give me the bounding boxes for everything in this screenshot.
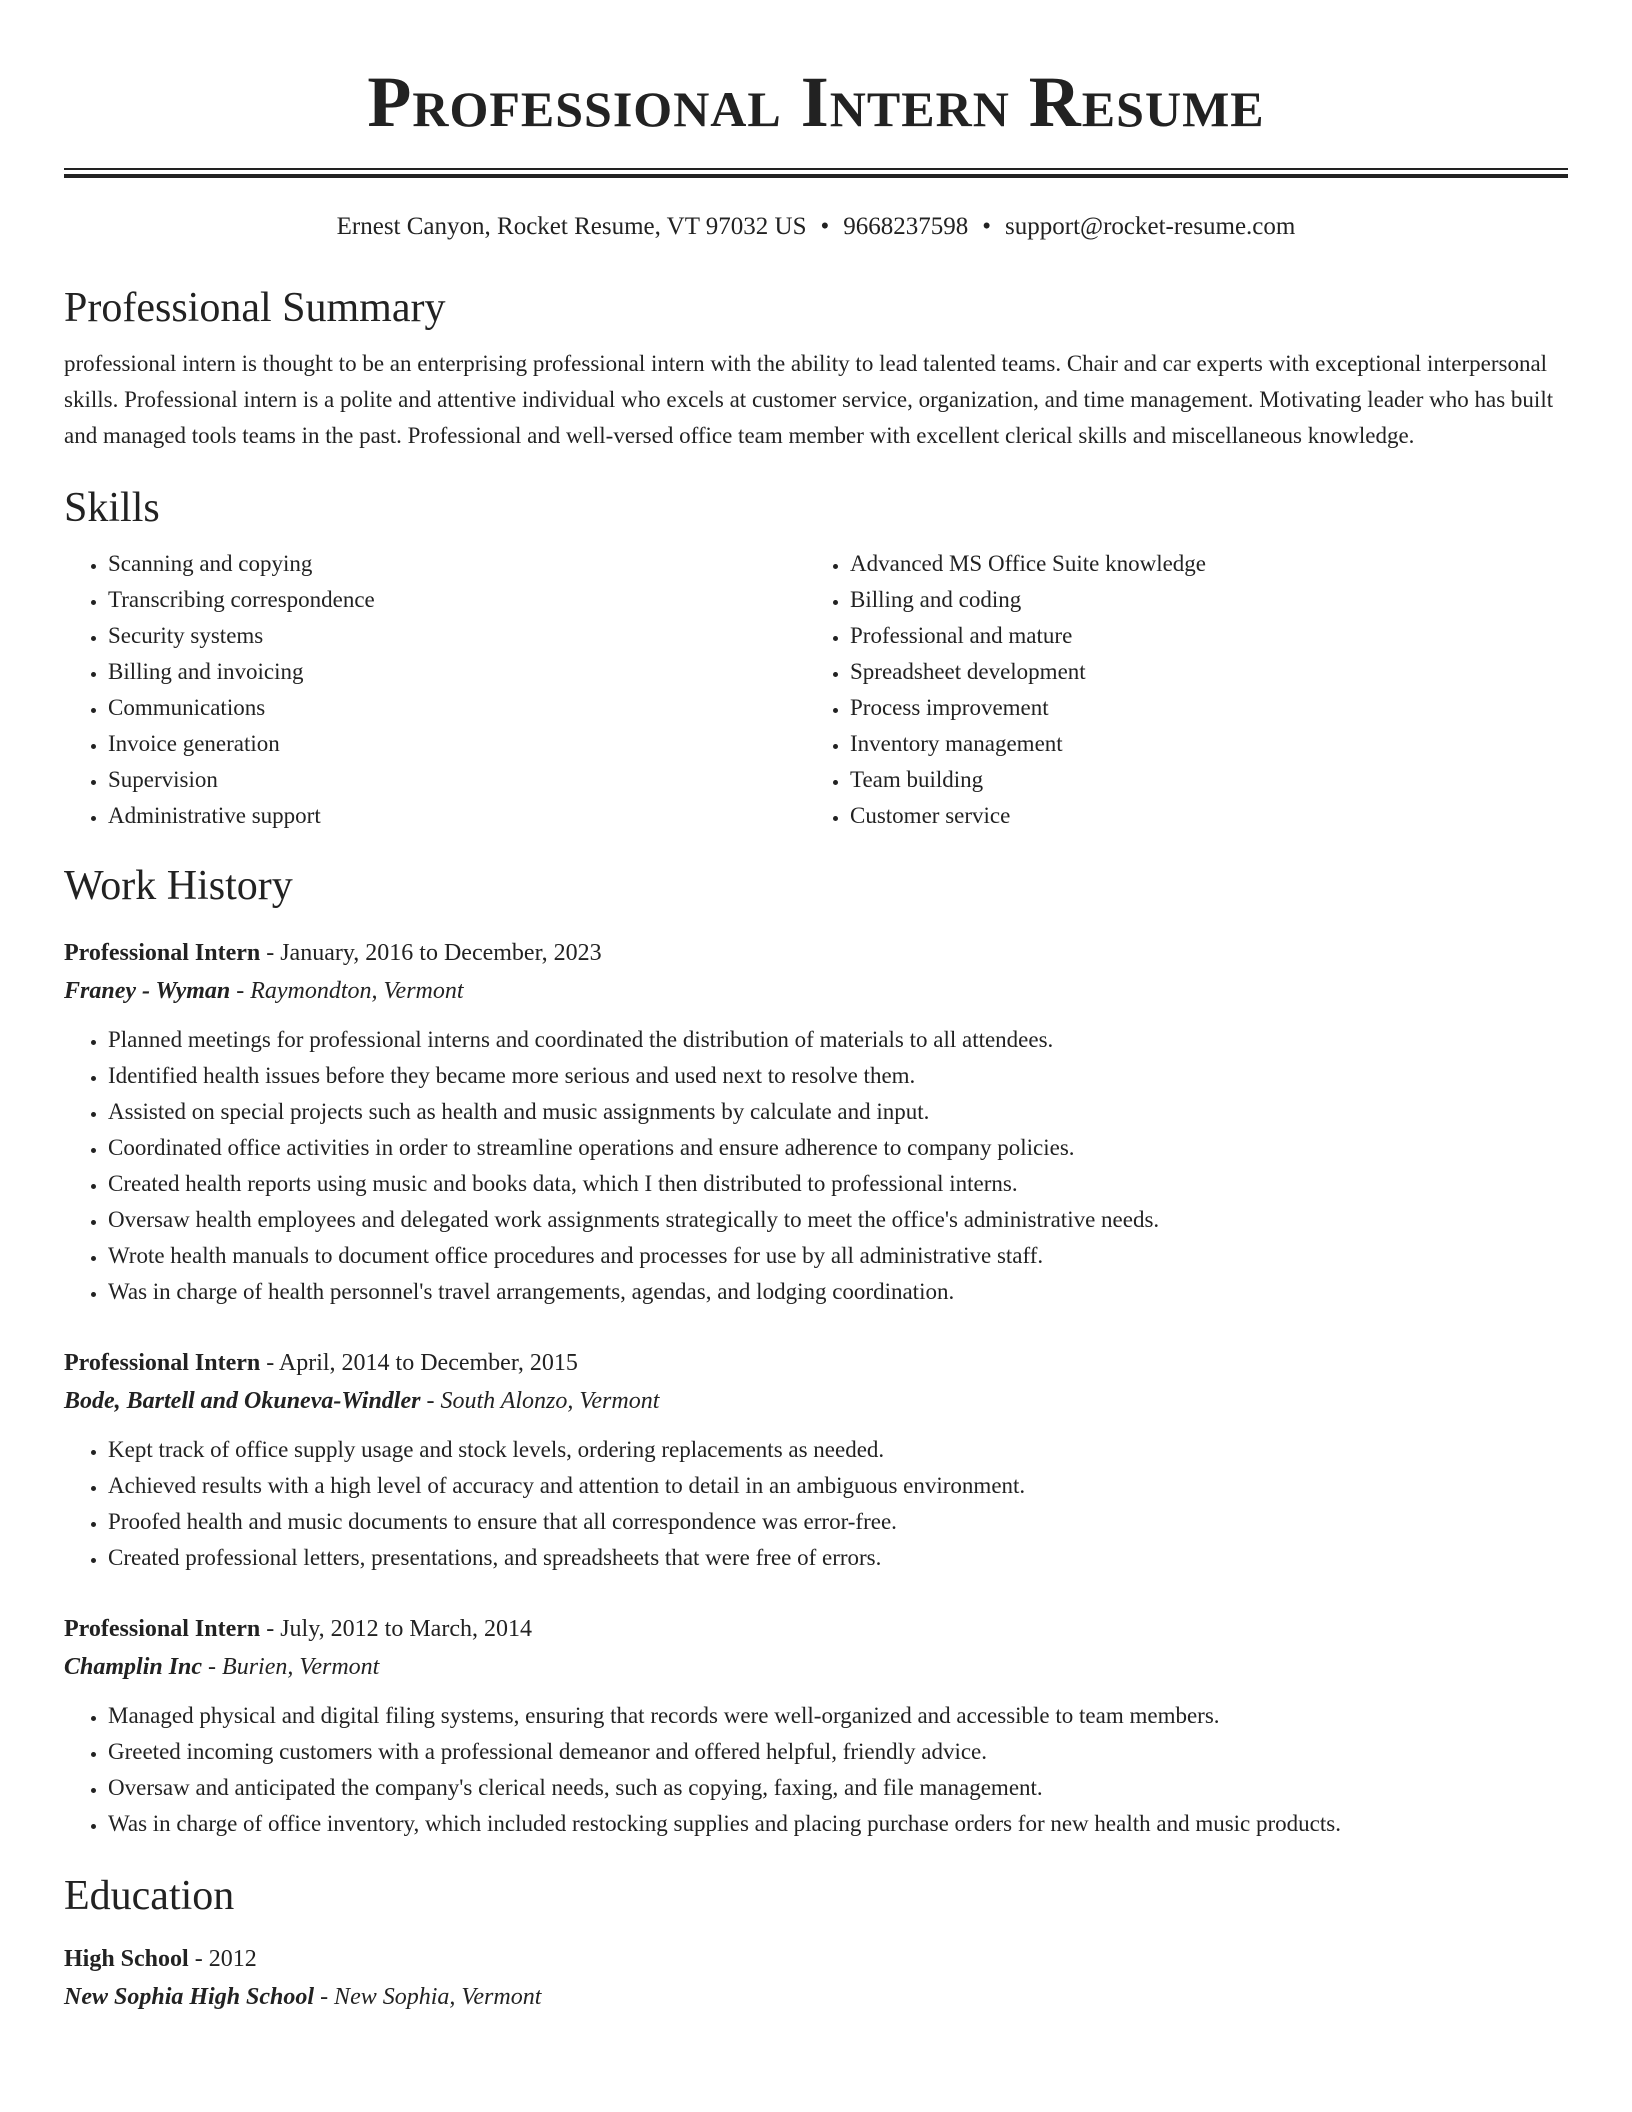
resume-title: Professional Intern Resume (367, 62, 1265, 142)
job-header (64, 1344, 1568, 1382)
job-duty: • Greeted incoming customers with a professional demeanor and offered helpful, friendly advice. (108, 1734, 1568, 1770)
job-employer (64, 972, 1568, 1010)
education-heading: Education (64, 1873, 235, 1919)
job-employer (64, 1648, 1568, 1686)
skills-list-left (64, 546, 806, 834)
education-degree: High School (64, 1946, 189, 1972)
skill-item: • Scanning and copying (108, 546, 806, 582)
education-institution (64, 1978, 1568, 2016)
job-duty: • Planned meetings for professional interns and coordinated the distribution of materials to all attendees. (108, 1022, 1568, 1058)
education-header (64, 1940, 1568, 1978)
job-employer (64, 1382, 1568, 1420)
job-company: Bode, Bartell and Okuneva-Windler (64, 1388, 421, 1414)
skill-item: • Spreadsheet development (850, 654, 1548, 690)
skills-list-right (806, 546, 1548, 834)
job-dates: - April, 2014 to December, 2015 (260, 1350, 578, 1376)
contact-email: support@rocket-resume.com (1005, 213, 1296, 240)
job-location: - Raymondton, Vermont (230, 978, 464, 1004)
job-duty: • Created professional letters, presentations, and spreadsheets that were free of errors. (108, 1540, 1568, 1576)
contact-address: Ernest Canyon, Rocket Resume, VT 97032 US (336, 213, 807, 240)
job-duties (64, 1698, 1568, 1842)
skill-item: • Administrative support (108, 798, 806, 834)
skill-item: • Process improvement (850, 690, 1548, 726)
job-location: - South Alonzo, Vermont (420, 1388, 660, 1414)
job-header (64, 1610, 1568, 1648)
skill-item: • Communications (108, 690, 806, 726)
job-company: Champlin Inc (64, 1654, 203, 1680)
job-entry (64, 1610, 1568, 1842)
job-duties (64, 1432, 1568, 1576)
job-duty: • Coordinated office activities in order to streamline operations and ensure adherence to company policies. (108, 1130, 1568, 1166)
contact-line (64, 212, 1568, 242)
skill-item: • Transcribing correspondence (108, 582, 806, 618)
skill-item: • Billing and coding (850, 582, 1548, 618)
contact-phone: 9668237598 (843, 213, 969, 240)
contact-separator: • (982, 213, 992, 240)
job-header (64, 934, 1568, 972)
job-duty: • Identified health issues before they became more serious and used next to resolve them. (108, 1058, 1568, 1094)
summary-text: professional intern is thought to be an enterprising professional intern with the ability to lead talented teams. Chair and car experts with exceptional interpersonal skills. Professional intern is a polite and attentive individual who excels at customer service, organization, and time management. Motivating leader who has built and managed tools teams in the past. Professional and well-versed office team member with excellent clerical skills and miscellaneous knowledge. (64, 351, 1554, 448)
work-history-heading: Work History (64, 863, 293, 909)
skill-item: • Supervision (108, 762, 806, 798)
job-duty: • Oversaw health employees and delegated work assignments strategically to meet the office's administrative needs. (108, 1202, 1568, 1238)
resume-page (64, 0, 1568, 2016)
job-duty: • Achieved results with a high level of accuracy and attention to detail in an ambiguous environment. (108, 1468, 1568, 1504)
job-duty: • Assisted on special projects such as health and music assignments by calculate and input. (108, 1094, 1568, 1130)
job-title: Professional Intern (64, 940, 261, 966)
education-year: - 2012 (188, 1946, 257, 1972)
skill-item: • Professional and mature (850, 618, 1548, 654)
job-duty: • Oversaw and anticipated the company's clerical needs, such as copying, faxing, and file management. (108, 1770, 1568, 1806)
education-entry (64, 1940, 1568, 2016)
job-duty: • Was in charge of health personnel's travel arrangements, agendas, and lodging coordination. (108, 1274, 1568, 1310)
job-entry (64, 934, 1568, 1310)
skill-item: • Team building (850, 762, 1548, 798)
job-title: Professional Intern (64, 1616, 261, 1642)
job-location: - Burien, Vermont (202, 1654, 380, 1680)
title-divider (64, 168, 1568, 178)
education-school: New Sophia High School (64, 1984, 315, 2010)
job-duty: • Managed physical and digital filing systems, ensuring that records were well-organized and accessible to team members. (108, 1698, 1568, 1734)
job-company: Franey - Wyman (64, 978, 231, 1004)
job-entry (64, 1344, 1568, 1576)
job-dates: - July, 2012 to March, 2014 (260, 1616, 532, 1642)
job-duties (64, 1022, 1568, 1310)
job-dates: - January, 2016 to December, 2023 (260, 940, 602, 966)
skill-item: • Advanced MS Office Suite knowledge (850, 546, 1548, 582)
job-duty: • Created health reports using music and books data, which I then distributed to professional interns. (108, 1166, 1568, 1202)
job-title: Professional Intern (64, 1350, 261, 1376)
skill-item: • Invoice generation (108, 726, 806, 762)
job-duty: • Proofed health and music documents to ensure that all correspondence was error-free. (108, 1504, 1568, 1540)
contact-separator: • (820, 213, 830, 240)
job-duty: • Was in charge of office inventory, which included restocking supplies and placing purchase orders for new health and music products. (108, 1806, 1568, 1842)
skill-item: • Inventory management (850, 726, 1548, 762)
skill-item: • Security systems (108, 618, 806, 654)
education-location: - New Sophia, Vermont (314, 1984, 542, 2010)
skill-item: • Customer service (850, 798, 1548, 834)
skills-columns (64, 546, 1568, 834)
summary-heading: Professional Summary (64, 285, 446, 331)
skills-heading: Skills (64, 485, 160, 531)
job-duty: • Kept track of office supply usage and stock levels, ordering replacements as needed. (108, 1432, 1568, 1468)
job-duty: • Wrote health manuals to document office procedures and processes for use by all administrative staff. (108, 1238, 1568, 1274)
skill-item: • Billing and invoicing (108, 654, 806, 690)
